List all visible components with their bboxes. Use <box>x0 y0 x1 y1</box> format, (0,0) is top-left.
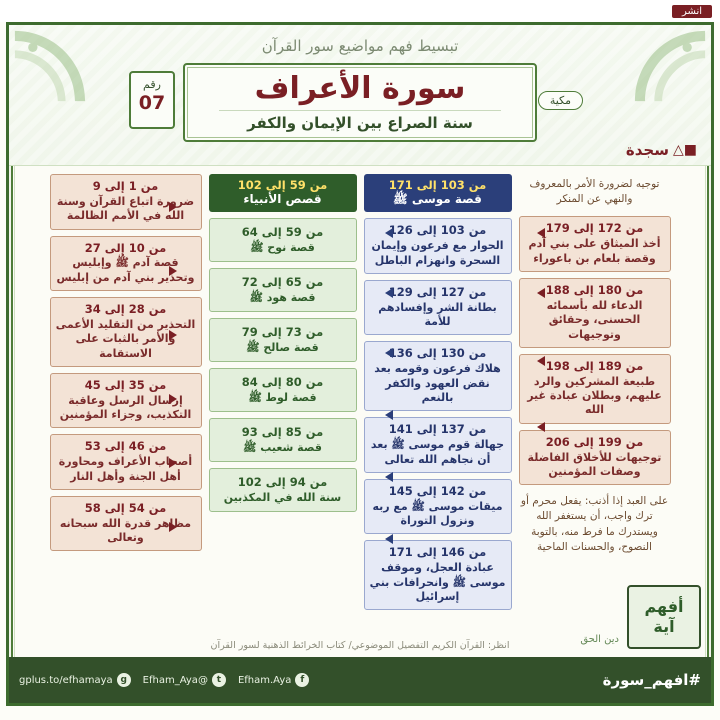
ayah-range: من 199 إلى 206 <box>545 434 644 449</box>
note-tawbah: على العبد إذا أذنب: يفعل محرم أو ترك واجب، أن يستغفر الله ويستدرك ما فرط منه، بالتوبة النصوح، والحسنات الماحية <box>520 495 669 553</box>
header-subtitle: تبسيط فهم مواضيع سور القرآن <box>261 37 459 55</box>
twitter-icon: t <box>212 673 226 687</box>
theme-card <box>50 496 202 552</box>
logo-title: أفهم <box>644 597 684 616</box>
social-link-googleplus[interactable] <box>19 673 131 687</box>
theme-card <box>50 434 202 490</box>
surah-number-label: رقم <box>143 78 161 91</box>
content-columns <box>19 174 701 610</box>
theme-card <box>50 373 202 429</box>
social-label: @Efham_Aya <box>142 674 208 686</box>
column-title: قصة موسى ﷺ <box>393 192 482 207</box>
ayah-range: من 73 إلى 79 <box>241 324 324 339</box>
ayah-range: من 85 إلى 93 <box>241 424 324 439</box>
prostration-icon: ■△ <box>673 142 697 158</box>
theme-card <box>50 174 202 230</box>
theme-text: جهالة قوم موسى ﷺ بعد أن نجاهم الله تعالى <box>370 438 505 466</box>
surah-number-value: 07 <box>138 92 166 114</box>
musa-card <box>364 479 512 535</box>
theme-text: قصة لوط ﷺ <box>248 390 317 404</box>
sajda-marker <box>626 141 697 159</box>
musa-card <box>364 341 512 411</box>
ayah-range: من 54 إلى 58 <box>84 500 167 515</box>
theme-text: هلاك فرعون وقومه بعد نقض العهود والكفر بالنعم <box>374 362 501 404</box>
ayah-range: من 130 إلى 136 <box>388 346 487 361</box>
column-range: من 103 إلى 171 <box>388 178 487 192</box>
theme-card <box>519 354 671 424</box>
ayah-range: من 127 إلى 129 <box>388 284 487 299</box>
theme-text: إرسال الرسل وعاقبة التكذيب، وجزاء المؤمنين <box>59 393 192 422</box>
theme-text: قصة شعيب ﷺ <box>243 440 322 454</box>
social-link-facebook[interactable] <box>238 673 309 687</box>
theme-text: قصة نوح ﷺ <box>250 240 315 254</box>
theme-text: الحوار مع فرعون وإيمان السحرة وانهزام الباطل <box>371 239 504 267</box>
theme-text: بطانة الشر وإفسادهم للأمة <box>378 300 497 329</box>
logo-subtitle: آية <box>653 617 675 636</box>
musa-card <box>364 540 512 610</box>
theme-text: أخذ الميثاق على بني آدم وقصة بلعام بن باعوراء <box>528 237 661 265</box>
logo-tagline: دين الحق <box>580 634 619 645</box>
musa-card <box>364 218 512 274</box>
ayah-range: من 172 إلى 179 <box>545 221 644 236</box>
social-label: Efham.Aya <box>237 674 292 686</box>
theme-text: التحذير من التقليد الأعمى والأمر بالثبات على الاستقامة <box>55 318 196 360</box>
theme-text: قصة آدم ﷺ وإبليس وتحذير بني آدم من إبليس <box>56 256 195 284</box>
musa-card <box>364 417 512 473</box>
poster-body <box>9 166 711 666</box>
google-plus-icon: g <box>117 673 131 687</box>
ayah-range: من 35 إلى 45 <box>84 377 167 392</box>
share-bar <box>0 0 720 22</box>
ayah-range: من 180 إلى 188 <box>545 282 644 297</box>
theme-text: ميقات موسى ﷺ مع ربه ونزول التوراة <box>372 499 503 528</box>
hashtag: #افهم_سورة <box>602 671 701 689</box>
theme-card <box>519 430 671 486</box>
ornament-corner-icon <box>11 27 89 105</box>
theme-text: مظاهر قدرة الله سبحانه وتعالى <box>59 516 192 545</box>
note-amr-bil-maroof: توجيه لضرورة الأمر بالمعروف والنهي عن المنكر <box>529 178 660 206</box>
prophet-card <box>209 318 357 362</box>
theme-card <box>519 216 671 272</box>
prophet-card <box>209 418 357 462</box>
theme-card <box>50 236 202 292</box>
column-header-musa <box>364 174 512 212</box>
column-header-prophets <box>209 174 357 212</box>
ayah-range: من 146 إلى 171 <box>388 545 487 560</box>
theme-text: قصة صالح ﷺ <box>246 340 319 354</box>
column-range: من 59 إلى 102 <box>237 178 328 192</box>
column-title: قصص الأنبياء <box>243 192 322 207</box>
facebook-icon: f <box>295 673 309 687</box>
source-note: انظر: القرآن الكريم التفصيل الموضوعي/ كتاب الخرائط الذهنية لسور القرآن <box>210 640 510 651</box>
share-button[interactable]: انشر <box>672 5 712 18</box>
social-label: gplus.to/efhamaya <box>19 674 113 686</box>
ayah-range: من 1 إلى 9 <box>92 179 159 193</box>
ayah-range: من 94 إلى 102 <box>237 474 328 489</box>
theme-text: توجيهات للأخلاق الفاضلة وصفات المؤمنين <box>527 450 662 478</box>
social-links <box>19 673 309 687</box>
ayah-range: من 189 إلى 198 <box>545 358 644 373</box>
page-subtitle: سنة الصراع بين الإيمان والكفر <box>247 114 473 132</box>
theme-text: أصحاب الأعراف ومحاورة أهل الجنة وأهل النار <box>58 455 193 483</box>
surah-title-box <box>138 63 571 142</box>
ayah-range: من 142 إلى 145 <box>388 483 487 498</box>
brand-logo <box>627 585 701 649</box>
prophet-card <box>209 268 357 312</box>
theme-text: عبادة العجل، وموقف موسى ﷺ وانحرافات بني إسرائيل <box>369 561 506 603</box>
ayah-range: من 46 إلى 53 <box>84 439 167 454</box>
theme-text: ضرورة اتباع القرآن وسنة الله في الأمم الظالمة <box>56 194 195 223</box>
ornament-corner-icon <box>631 27 709 105</box>
ayah-range: من 103 إلى 126 <box>388 223 487 238</box>
page-title: سورة الأعراف <box>254 71 466 106</box>
social-link-twitter[interactable] <box>143 673 226 687</box>
poster-header <box>9 25 711 166</box>
poster-footer <box>9 657 711 703</box>
musa-card <box>364 280 512 336</box>
ayah-range: من 80 إلى 84 <box>241 374 324 389</box>
column-prophets-stories <box>209 174 357 512</box>
sajda-label: سجدة <box>625 141 669 159</box>
theme-text: سنة الله في المكذبين <box>223 490 342 504</box>
surah-number-badge <box>129 71 175 129</box>
prophet-card <box>209 468 357 512</box>
theme-card <box>519 278 671 348</box>
column-themes-right <box>519 174 671 558</box>
ayah-range: من 10 إلى 27 <box>84 240 167 255</box>
prophet-card <box>209 368 357 412</box>
revelation-type-badge: مكية <box>538 91 583 110</box>
column-musa-story <box>364 174 512 610</box>
theme-text: طبيعة المشركين والرد عليهم، وبطلان عبادة غير الله <box>527 374 662 417</box>
theme-text: قصة هود ﷺ <box>249 290 316 304</box>
theme-text: الدعاء لله بأسمائه الحسنى، وحقائق وتوجيهات <box>546 298 643 341</box>
column-themes-left <box>50 174 202 551</box>
ayah-range: من 137 إلى 141 <box>388 422 487 437</box>
ayah-range: من 59 إلى 64 <box>241 224 324 239</box>
ayah-range: من 65 إلى 72 <box>241 274 324 289</box>
ayah-range: من 28 إلى 34 <box>84 302 167 317</box>
prophet-card <box>209 218 357 262</box>
theme-card <box>50 297 202 367</box>
poster-frame <box>6 22 714 706</box>
title-divider <box>219 110 501 111</box>
